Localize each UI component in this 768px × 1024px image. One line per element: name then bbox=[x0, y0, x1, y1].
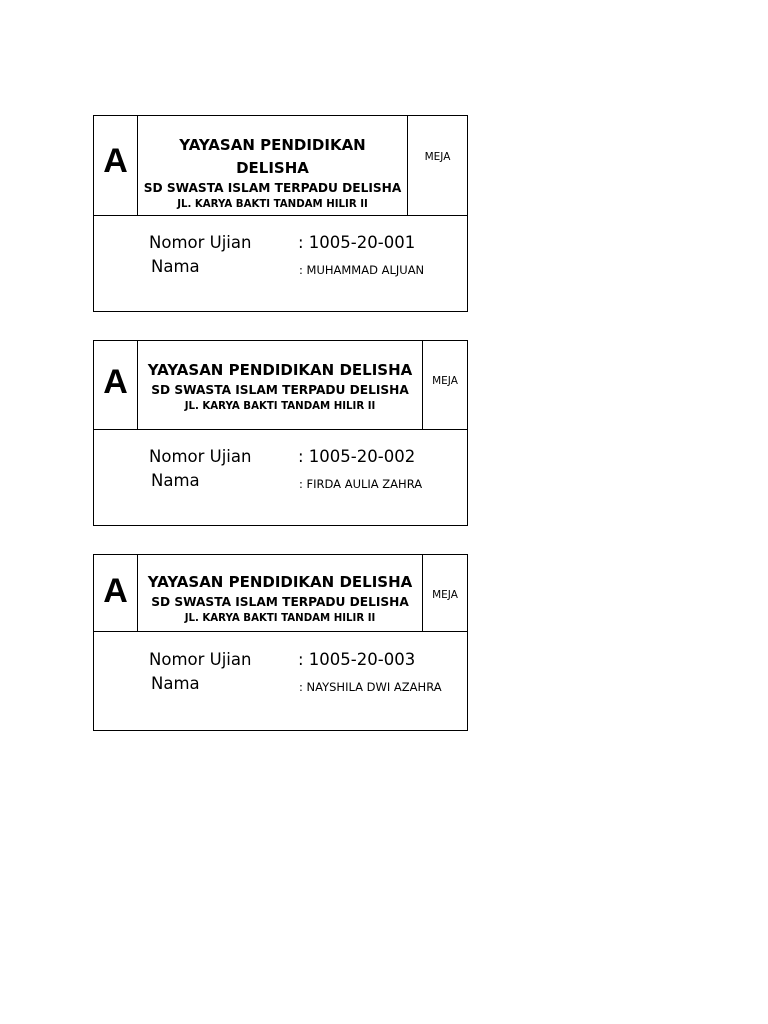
card-header bbox=[94, 341, 467, 430]
school-info bbox=[138, 555, 423, 631]
student-name-label: Nama bbox=[151, 471, 200, 490]
student-name-label: Nama bbox=[151, 257, 200, 276]
school-name: SD SWASTA ISLAM TERPADU DELISHA bbox=[143, 181, 402, 195]
school-address: JL. KARYA BAKTI TANDAM HILIR II bbox=[177, 199, 368, 210]
school-address: JL. KARYA BAKTI TANDAM HILIR II bbox=[184, 401, 376, 412]
student-name-value: : NAYSHILA DWI AZAHRA bbox=[299, 680, 442, 694]
exam-number-value: : 1005-20-001 bbox=[298, 233, 416, 252]
exam-number-label: Nomor Ujian bbox=[149, 650, 252, 669]
student-name-value: : MUHAMMAD ALJUAN bbox=[299, 263, 425, 277]
school-info bbox=[138, 341, 423, 429]
student-name-label: Nama bbox=[151, 674, 200, 693]
exam-number-value: : 1005-20-003 bbox=[298, 650, 416, 669]
exam-number-row bbox=[94, 231, 467, 255]
room-letter: A bbox=[94, 555, 138, 631]
foundation-name: YAYASAN PENDIDIKAN DELISHA bbox=[147, 361, 413, 379]
student-name-value: : FIRDA AULIA ZAHRA bbox=[299, 477, 423, 491]
card-header bbox=[94, 116, 467, 216]
school-info bbox=[138, 116, 408, 215]
exam-number-row bbox=[94, 648, 467, 672]
exam-card-1 bbox=[93, 115, 468, 312]
school-address: JL. KARYA BAKTI TANDAM HILIR II bbox=[184, 613, 376, 624]
meja-label: MEJA bbox=[424, 151, 451, 163]
foundation-name: YAYASAN PENDIDIKAN DELISHA bbox=[179, 136, 366, 177]
school-name: SD SWASTA ISLAM TERPADU DELISHA bbox=[151, 595, 409, 609]
student-name-row bbox=[94, 672, 467, 696]
meja-label: MEJA bbox=[432, 375, 458, 387]
exam-number-row bbox=[94, 445, 467, 469]
exam-card-2 bbox=[93, 340, 468, 526]
card-header bbox=[94, 555, 467, 632]
meja-label: MEJA bbox=[432, 589, 458, 601]
exam-card-3 bbox=[93, 554, 468, 731]
room-letter: A bbox=[94, 116, 138, 215]
foundation-name: YAYASAN PENDIDIKAN DELISHA bbox=[147, 573, 413, 591]
student-name-row bbox=[94, 255, 467, 279]
exam-number-label: Nomor Ujian bbox=[149, 233, 252, 252]
exam-number-value: : 1005-20-002 bbox=[298, 447, 416, 466]
student-name-row bbox=[94, 469, 467, 493]
school-name: SD SWASTA ISLAM TERPADU DELISHA bbox=[151, 383, 409, 397]
exam-number-label: Nomor Ujian bbox=[149, 447, 252, 466]
room-letter: A bbox=[94, 341, 138, 429]
